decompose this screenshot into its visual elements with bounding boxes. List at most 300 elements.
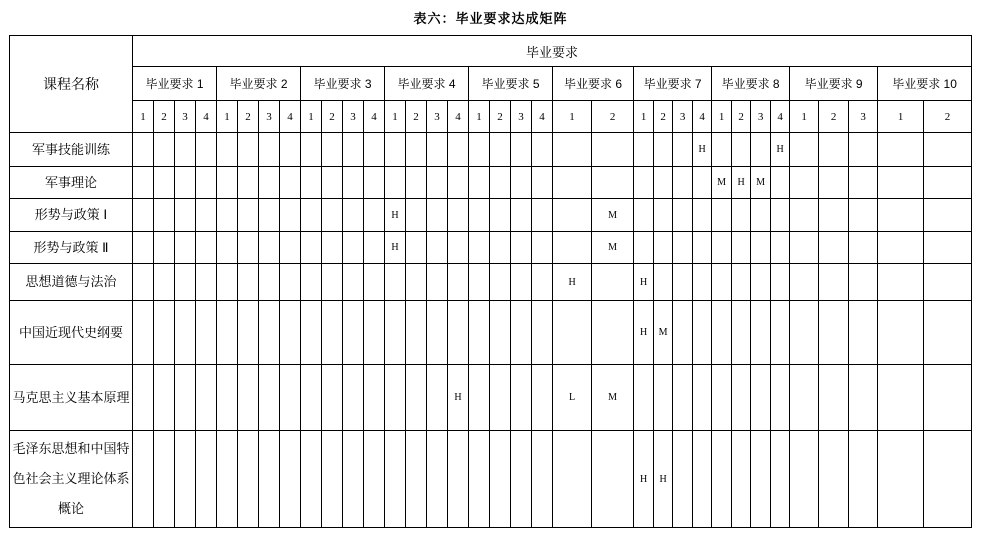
matrix-cell-9-2 [819,431,849,528]
matrix-cell-1-4 [196,232,217,264]
matrix-cell-7-3 [673,365,693,431]
matrix-cell-10-1 [878,431,924,528]
req-sub-header-1-4: 4 [196,101,217,133]
req-sub-header-7-4: 4 [693,101,712,133]
req-sub-header-8-2: 2 [732,101,751,133]
matrix-cell-5-2 [490,301,511,365]
matrix-cell-5-3 [511,264,532,301]
req-sub-header-6-2: 2 [592,101,634,133]
matrix-cell-8-4 [771,232,790,264]
matrix-cell-2-1 [217,365,238,431]
matrix-cell-3-4 [364,264,385,301]
matrix-cell-8-4 [771,301,790,365]
matrix-cell-7-4 [693,365,712,431]
matrix-cell-4-4 [448,199,469,232]
matrix-cell-7-2 [654,199,673,232]
matrix-cell-2-4 [280,232,301,264]
matrix-cell-7-2: H [654,431,673,528]
matrix-cell-5-3 [511,431,532,528]
matrix-cell-5-4 [532,167,553,199]
matrix-cell-5-2 [490,264,511,301]
matrix-cell-2-1 [217,431,238,528]
req-sub-header-3-3: 3 [343,101,364,133]
matrix-cell-4-3 [427,133,448,167]
matrix-cell-2-2 [238,431,259,528]
matrix-cell-6-1: H [553,264,592,301]
matrix-cell-8-3 [751,431,771,528]
matrix-cell-7-1 [634,232,654,264]
matrix-cell-4-2 [406,365,427,431]
document-page [0,8,981,528]
matrix-cell-2-3 [259,167,280,199]
matrix-cell-5-4 [532,365,553,431]
matrix-cell-9-1 [790,264,819,301]
matrix-cell-8-4 [771,431,790,528]
matrix-cell-8-4 [771,167,790,199]
matrix-cell-3-4 [364,232,385,264]
req-sub-header-9-1: 1 [790,101,819,133]
matrix-cell-6-2 [592,431,634,528]
matrix-cell-4-4 [448,301,469,365]
matrix-cell-8-1 [712,301,732,365]
matrix-cell-2-4 [280,365,301,431]
matrix-cell-8-2 [732,301,751,365]
matrix-cell-4-4 [448,167,469,199]
matrix-cell-7-2 [654,365,673,431]
matrix-cell-4-4 [448,232,469,264]
req-sub-header-9-2: 2 [819,101,849,133]
req-group-header-3: 毕业要求 3 [301,67,385,101]
req-group-header-1: 毕业要求 1 [133,67,217,101]
matrix-cell-9-3 [849,264,878,301]
matrix-cell-5-4 [532,301,553,365]
matrix-cell-10-2 [924,301,972,365]
course-name-cell: 马克思主义基本原理 [10,365,133,431]
matrix-cell-5-1 [469,167,490,199]
matrix-cell-10-1 [878,264,924,301]
matrix-cell-2-2 [238,365,259,431]
matrix-cell-4-1 [385,301,406,365]
matrix-cell-8-4 [771,264,790,301]
matrix-cell-2-1 [217,133,238,167]
req-sub-header-2-1: 1 [217,101,238,133]
matrix-cell-9-1 [790,232,819,264]
course-name-cell: 军事理论 [10,167,133,199]
req-sub-header-1-2: 2 [154,101,175,133]
matrix-cell-2-3 [259,232,280,264]
course-row [10,167,972,199]
req-group-header-2: 毕业要求 2 [217,67,301,101]
matrix-cell-6-2: M [592,232,634,264]
matrix-cell-10-2 [924,167,972,199]
matrix-cell-7-1 [634,199,654,232]
matrix-cell-3-2 [322,301,343,365]
matrix-cell-5-3 [511,232,532,264]
matrix-cell-1-1 [133,232,154,264]
matrix-cell-1-2 [154,167,175,199]
req-sub-header-10-2: 2 [924,101,972,133]
req-sub-header-4-4: 4 [448,101,469,133]
matrix-cell-1-4 [196,365,217,431]
matrix-cell-3-1 [301,199,322,232]
matrix-cell-3-4 [364,365,385,431]
matrix-cell-7-3 [673,264,693,301]
matrix-cell-1-2 [154,365,175,431]
matrix-cell-10-1 [878,232,924,264]
matrix-cell-7-2 [654,232,673,264]
matrix-cell-5-2 [490,199,511,232]
matrix-cell-3-1 [301,133,322,167]
course-name-cell: 形势与政策 Ⅰ [10,199,133,232]
matrix-cell-2-3 [259,199,280,232]
matrix-cell-5-1 [469,264,490,301]
matrix-cell-3-2 [322,365,343,431]
matrix-cell-2-2 [238,301,259,365]
matrix-cell-3-4 [364,199,385,232]
matrix-cell-4-3 [427,167,448,199]
matrix-cell-7-2 [654,264,673,301]
matrix-cell-4-1: H [385,199,406,232]
matrix-cell-8-1 [712,232,732,264]
matrix-cell-3-1 [301,431,322,528]
matrix-cell-6-2: M [592,199,634,232]
matrix-cell-3-3 [343,232,364,264]
matrix-cell-2-4 [280,133,301,167]
matrix-cell-7-2: M [654,301,673,365]
matrix-cell-8-3 [751,199,771,232]
matrix-cell-2-2 [238,133,259,167]
matrix-cell-1-2 [154,301,175,365]
matrix-cell-5-1 [469,133,490,167]
matrix-cell-9-1 [790,431,819,528]
matrix-cell-8-1: M [712,167,732,199]
course-row [10,232,972,264]
req-sub-header-5-1: 1 [469,101,490,133]
header-row-groups [10,67,972,101]
matrix-cell-2-2 [238,199,259,232]
matrix-cell-1-2 [154,199,175,232]
matrix-cell-1-3 [175,365,196,431]
matrix-cell-4-4 [448,264,469,301]
matrix-cell-2-3 [259,133,280,167]
matrix-cell-2-3 [259,365,280,431]
req-sub-header-8-3: 3 [751,101,771,133]
course-name-header: 课程名称 [10,36,133,133]
matrix-cell-9-3 [849,301,878,365]
matrix-cell-5-3 [511,301,532,365]
matrix-cell-3-2 [322,167,343,199]
req-sub-header-2-4: 4 [280,101,301,133]
matrix-cell-1-4 [196,264,217,301]
matrix-cell-4-1 [385,431,406,528]
matrix-cell-10-2 [924,232,972,264]
matrix-cell-8-2 [732,232,751,264]
matrix-cell-1-4 [196,133,217,167]
matrix-cell-1-2 [154,264,175,301]
matrix-cell-5-4 [532,133,553,167]
matrix-cell-10-2 [924,365,972,431]
matrix-cell-5-2 [490,365,511,431]
matrix-cell-1-4 [196,167,217,199]
req-group-header-7: 毕业要求 7 [634,67,712,101]
matrix-cell-8-2 [732,133,751,167]
matrix-cell-4-2 [406,264,427,301]
matrix-cell-6-1 [553,301,592,365]
matrix-cell-7-4 [693,264,712,301]
course-row [10,199,972,232]
matrix-cell-4-3 [427,264,448,301]
matrix-cell-4-1: H [385,232,406,264]
matrix-cell-1-1 [133,264,154,301]
matrix-cell-4-2 [406,167,427,199]
matrix-cell-8-3 [751,232,771,264]
course-row [10,431,972,528]
matrix-cell-9-1 [790,301,819,365]
req-group-header-8: 毕业要求 8 [712,67,790,101]
req-group-header-4: 毕业要求 4 [385,67,469,101]
matrix-cell-6-1 [553,167,592,199]
matrix-cell-5-2 [490,431,511,528]
table-title: 表六：毕业要求达成矩阵 [413,11,568,26]
matrix-cell-10-1 [878,199,924,232]
matrix-cell-2-2 [238,232,259,264]
matrix-cell-9-2 [819,199,849,232]
matrix-cell-10-1 [878,365,924,431]
matrix-cell-6-1: L [553,365,592,431]
matrix-cell-1-1 [133,365,154,431]
matrix-cell-6-1 [553,232,592,264]
matrix-cell-4-3 [427,365,448,431]
matrix-cell-7-4 [693,199,712,232]
matrix-cell-1-2 [154,431,175,528]
req-sub-header-9-3: 3 [849,101,878,133]
matrix-cell-2-1 [217,264,238,301]
matrix-cell-4-2 [406,301,427,365]
matrix-cell-6-1 [553,133,592,167]
matrix-cell-6-1 [553,431,592,528]
matrix-cell-1-3 [175,264,196,301]
matrix-cell-4-1 [385,167,406,199]
matrix-cell-7-2 [654,133,673,167]
course-name-cell: 形势与政策 Ⅱ [10,232,133,264]
matrix-cell-6-2 [592,301,634,365]
matrix-cell-8-1 [712,431,732,528]
matrix-cell-7-1 [634,133,654,167]
matrix-cell-9-2 [819,264,849,301]
course-name-cell: 毛泽东思想和中国特色社会主义理论体系概论 [10,431,133,528]
req-sub-header-1-3: 3 [175,101,196,133]
graduation-requirements-header: 毕业要求 [133,36,972,67]
matrix-cell-3-3 [343,167,364,199]
matrix-cell-7-4 [693,232,712,264]
matrix-cell-8-3 [751,264,771,301]
matrix-cell-8-1 [712,264,732,301]
matrix-cell-8-3 [751,133,771,167]
matrix-cell-4-2 [406,232,427,264]
matrix-cell-6-2: M [592,365,634,431]
matrix-cell-3-2 [322,232,343,264]
matrix-cell-5-1 [469,199,490,232]
course-name-cell: 军事技能训练 [10,133,133,167]
matrix-cell-8-2 [732,264,751,301]
req-sub-header-3-2: 2 [322,101,343,133]
header-row-subindexes [10,101,972,133]
matrix-cell-9-3 [849,167,878,199]
matrix-cell-8-2 [732,431,751,528]
req-group-header-6: 毕业要求 6 [553,67,634,101]
matrix-cell-4-1 [385,264,406,301]
matrix-cell-5-4 [532,232,553,264]
matrix-cell-10-2 [924,199,972,232]
matrix-cell-8-2 [732,365,751,431]
matrix-cell-2-1 [217,301,238,365]
matrix-cell-5-1 [469,365,490,431]
matrix-cell-1-3 [175,167,196,199]
matrix-cell-9-1 [790,199,819,232]
matrix-cell-8-3: M [751,167,771,199]
matrix-cell-1-4 [196,301,217,365]
req-sub-header-3-1: 1 [301,101,322,133]
matrix-cell-7-1: H [634,264,654,301]
req-sub-header-10-1: 1 [878,101,924,133]
matrix-cell-8-3 [751,365,771,431]
matrix-cell-9-3 [849,365,878,431]
matrix-cell-6-2 [592,264,634,301]
matrix-cell-8-2 [732,199,751,232]
matrix-cell-4-4 [448,431,469,528]
req-sub-header-5-2: 2 [490,101,511,133]
matrix-cell-4-3 [427,199,448,232]
matrix-cell-3-3 [343,264,364,301]
matrix-cell-2-2 [238,264,259,301]
req-sub-header-5-3: 3 [511,101,532,133]
matrix-cell-2-1 [217,199,238,232]
matrix-cell-9-3 [849,431,878,528]
matrix-cell-3-3 [343,365,364,431]
req-sub-header-5-4: 4 [532,101,553,133]
matrix-cell-7-3 [673,133,693,167]
matrix-cell-9-3 [849,232,878,264]
matrix-cell-8-2: H [732,167,751,199]
matrix-cell-8-4 [771,199,790,232]
matrix-cell-3-3 [343,301,364,365]
matrix-cell-4-3 [427,232,448,264]
matrix-cell-3-4 [364,133,385,167]
matrix-cell-3-3 [343,431,364,528]
matrix-cell-5-3 [511,133,532,167]
matrix-cell-8-3 [751,301,771,365]
matrix-cell-4-2 [406,199,427,232]
matrix-cell-3-3 [343,133,364,167]
matrix-cell-1-4 [196,199,217,232]
matrix-cell-4-2 [406,431,427,528]
matrix-cell-3-2 [322,199,343,232]
header-row-top [10,36,972,67]
matrix-cell-3-2 [322,431,343,528]
req-sub-header-7-2: 2 [654,101,673,133]
matrix-cell-6-2 [592,167,634,199]
matrix-cell-7-1: H [634,431,654,528]
matrix-cell-1-4 [196,431,217,528]
graduation-matrix-table [9,35,972,528]
matrix-cell-10-2 [924,133,972,167]
matrix-cell-2-3 [259,301,280,365]
req-sub-header-4-3: 3 [427,101,448,133]
req-sub-header-2-2: 2 [238,101,259,133]
matrix-cell-5-1 [469,301,490,365]
matrix-cell-1-1 [133,431,154,528]
req-sub-header-2-3: 3 [259,101,280,133]
matrix-cell-3-4 [364,431,385,528]
req-sub-header-7-1: 1 [634,101,654,133]
req-sub-header-4-2: 2 [406,101,427,133]
matrix-cell-9-2 [819,365,849,431]
matrix-cell-2-3 [259,264,280,301]
matrix-cell-2-4 [280,167,301,199]
matrix-cell-8-4: H [771,133,790,167]
matrix-cell-10-2 [924,431,972,528]
course-row [10,365,972,431]
matrix-cell-2-3 [259,431,280,528]
matrix-cell-7-4 [693,167,712,199]
matrix-cell-1-3 [175,232,196,264]
req-sub-header-3-4: 4 [364,101,385,133]
matrix-cell-1-1 [133,133,154,167]
matrix-cell-5-1 [469,431,490,528]
req-group-header-9: 毕业要求 9 [790,67,878,101]
req-sub-header-8-1: 1 [712,101,732,133]
matrix-cell-4-1 [385,365,406,431]
matrix-cell-6-1 [553,199,592,232]
matrix-cell-5-2 [490,232,511,264]
matrix-cell-1-2 [154,133,175,167]
matrix-cell-5-4 [532,199,553,232]
matrix-cell-2-1 [217,167,238,199]
matrix-cell-1-3 [175,431,196,528]
matrix-cell-1-1 [133,301,154,365]
matrix-cell-1-3 [175,199,196,232]
req-sub-header-7-3: 3 [673,101,693,133]
matrix-cell-10-1 [878,167,924,199]
matrix-cell-2-4 [280,264,301,301]
matrix-cell-7-1 [634,365,654,431]
matrix-cell-3-1 [301,167,322,199]
matrix-cell-7-1: H [634,301,654,365]
matrix-cell-5-3 [511,167,532,199]
matrix-cell-3-1 [301,301,322,365]
matrix-cell-5-1 [469,232,490,264]
matrix-cell-10-2 [924,264,972,301]
matrix-cell-3-1 [301,365,322,431]
matrix-cell-4-2 [406,133,427,167]
course-row [10,264,972,301]
matrix-cell-4-4: H [448,365,469,431]
matrix-cell-3-2 [322,264,343,301]
matrix-cell-4-4 [448,133,469,167]
matrix-cell-4-3 [427,431,448,528]
req-sub-header-4-1: 1 [385,101,406,133]
matrix-cell-2-1 [217,232,238,264]
matrix-cell-4-1 [385,133,406,167]
matrix-cell-9-2 [819,167,849,199]
course-row [10,133,972,167]
matrix-cell-9-3 [849,133,878,167]
matrix-cell-7-3 [673,301,693,365]
matrix-cell-7-1 [634,167,654,199]
matrix-cell-10-1 [878,301,924,365]
matrix-cell-9-1 [790,365,819,431]
matrix-cell-7-4: H [693,133,712,167]
